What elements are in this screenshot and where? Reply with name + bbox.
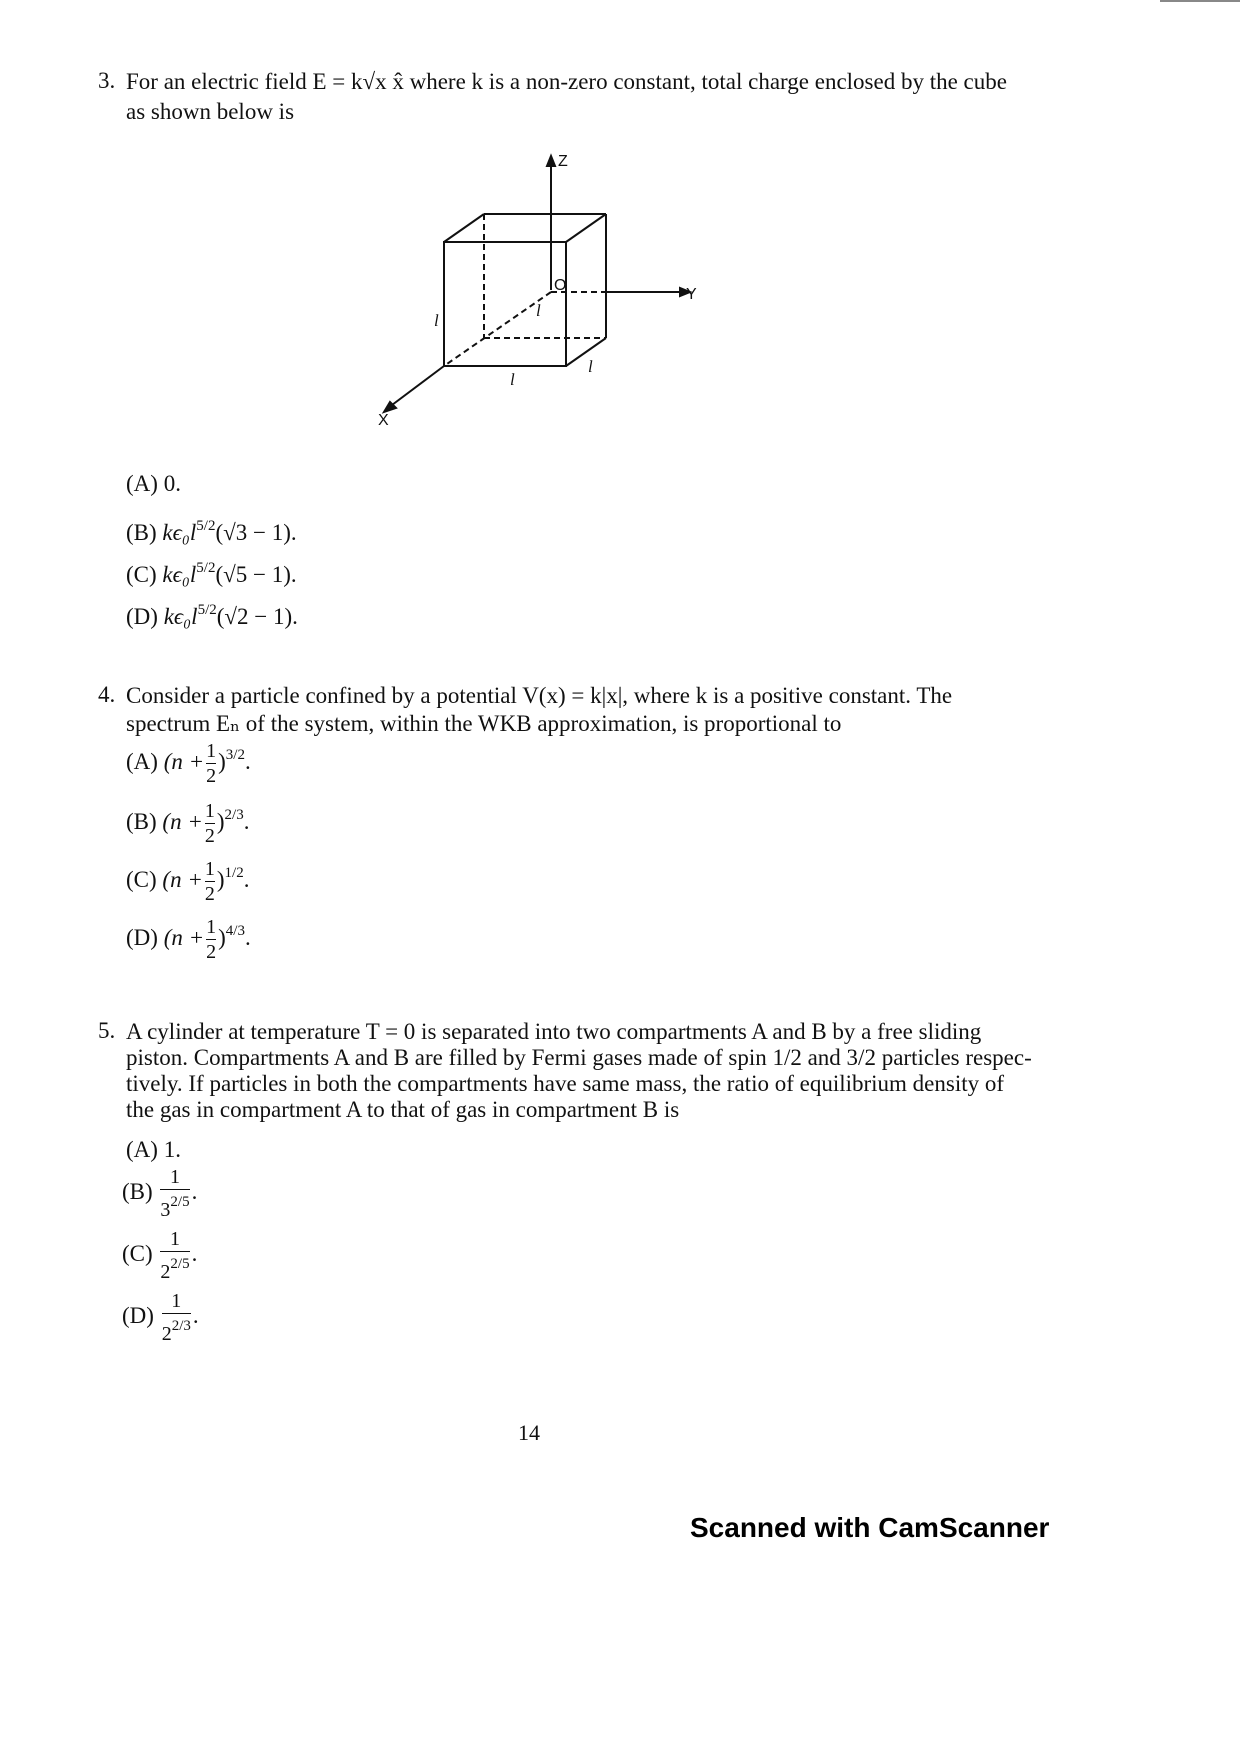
option-pre: (n + bbox=[163, 924, 205, 950]
q3-text-line2: as shown below is bbox=[126, 99, 295, 124]
q5-text-line3: tively. If particles in both the compartments have same mass, the ratio of equilibrium density of bbox=[126, 1071, 1005, 1096]
page-number: 14 bbox=[518, 1420, 540, 1445]
edge-label-left: l bbox=[434, 311, 439, 330]
option-exponent: 5/2 bbox=[196, 560, 216, 576]
fraction: $\frac{1}{2}$ bbox=[204, 858, 215, 905]
q3-text-line1: For an electric field E = k√x x̂ where k is a non-zero constant, total charge enclosed by the cube bbox=[126, 69, 1007, 94]
fraction: $\frac{1}{3^{2/5}}$ bbox=[160, 1166, 190, 1221]
z-label: Z bbox=[558, 153, 568, 170]
option-label: (A) bbox=[126, 471, 158, 496]
fraction: $\frac{1}{2}$ bbox=[204, 800, 215, 847]
option-label: (D) bbox=[126, 924, 158, 950]
q5-text-line4: the gas in compartment A to that of gas in compartment B is bbox=[126, 1097, 680, 1122]
fraction: $\frac{1}{2^{2/5}}$ bbox=[160, 1228, 190, 1283]
q4-text-line1: Consider a particle confined by a potential V(x) = k|x|, where k is a positive constant. The bbox=[126, 683, 953, 708]
option-label: (D) bbox=[122, 1302, 154, 1328]
option-text: kϵ₀l bbox=[163, 604, 198, 629]
x-label: X bbox=[378, 412, 389, 429]
x-axis-hidden bbox=[444, 292, 551, 366]
q5-option-c[interactable]: (C) $\frac{1}{2^{2/5}}$ . bbox=[122, 1228, 198, 1283]
edge-label-depth: l bbox=[536, 301, 541, 320]
option-label: (A) bbox=[126, 1137, 158, 1162]
q5-text-line1: A cylinder at temperature T = 0 is separated into two compartments A and B by a free sliding bbox=[126, 1019, 982, 1044]
cube-top-left-edge bbox=[444, 214, 484, 242]
q4-option-b[interactable]: (B) (n + $\frac{1}{2}$ )$^{2/3}$. bbox=[126, 800, 250, 847]
option-exponent: 5/2 bbox=[196, 518, 216, 534]
q3-option-d[interactable] bbox=[126, 596, 298, 631]
fraction: $\frac{1}{2}$ bbox=[206, 740, 217, 787]
option-label: (A) bbox=[126, 748, 158, 774]
cube-front-face bbox=[444, 242, 566, 366]
top-edge-rule bbox=[1160, 0, 1240, 2]
x-axis bbox=[388, 366, 444, 408]
q4-number: 4. bbox=[98, 682, 116, 707]
fraction: $\frac{1}{2^{2/3}}$ bbox=[161, 1290, 191, 1345]
option-label: (B) bbox=[126, 520, 157, 545]
option-pre: (n + bbox=[162, 808, 203, 834]
option-label: (C) bbox=[126, 866, 157, 892]
q3-number: 3. bbox=[98, 68, 116, 93]
option-label: (C) bbox=[126, 562, 157, 587]
option-text: kϵ₀l bbox=[162, 520, 197, 545]
cube-top-right-edge bbox=[566, 214, 606, 242]
q4-option-a[interactable]: (A) (n + $\frac{1}{2}$ )$^{3/2}$. bbox=[126, 740, 251, 787]
q4-text-line2: spectrum Eₙ of the system, within the WKB approximation, is proportional to bbox=[126, 711, 842, 736]
option-exponent: 3/2 bbox=[225, 746, 245, 763]
z-arrow bbox=[547, 156, 555, 166]
q4-option-d[interactable]: (D) (n + $\frac{1}{2}$ )$^{4/3}$. bbox=[126, 916, 251, 963]
q3-option-a[interactable] bbox=[126, 470, 181, 498]
edge-label-bottom: l bbox=[510, 370, 515, 389]
q5-option-a[interactable] bbox=[126, 1136, 181, 1164]
q5-option-b[interactable]: (B) $\frac{1}{3^{2/5}}$ . bbox=[122, 1166, 198, 1221]
q3-option-b[interactable] bbox=[126, 512, 297, 547]
option-text: kϵ₀l bbox=[162, 562, 197, 587]
option-text: 1. bbox=[163, 1137, 181, 1162]
option-label: (C) bbox=[122, 1240, 153, 1266]
cube-bottom-right-edge bbox=[566, 338, 606, 366]
origin-label: O bbox=[554, 277, 567, 294]
option-label: (B) bbox=[122, 1178, 153, 1204]
y-label: Y bbox=[686, 286, 697, 303]
option-label: (B) bbox=[126, 808, 157, 834]
option-exponent: 5/2 bbox=[197, 602, 217, 618]
q3-option-c[interactable] bbox=[126, 554, 297, 589]
option-exponent: 1/2 bbox=[224, 864, 244, 881]
q5-option-d[interactable]: (D) $\frac{1}{2^{2/3}}$ . bbox=[122, 1290, 199, 1345]
option-exponent: 4/3 bbox=[225, 922, 245, 939]
option-label: (D) bbox=[126, 604, 158, 629]
option-text: 0. bbox=[163, 471, 181, 496]
q5-number: 5. bbox=[98, 1018, 116, 1043]
option-pre: (n + bbox=[162, 866, 203, 892]
fraction: $\frac{1}{2}$ bbox=[206, 916, 217, 963]
q5-text-line2: piston. Compartments A and B are filled by Fermi gases made of spin 1/2 and 3/2 particles respec- bbox=[126, 1045, 1032, 1070]
option-pre: (n + bbox=[163, 748, 205, 774]
option-rest: (√3 − 1). bbox=[215, 520, 297, 545]
option-rest: (√2 − 1). bbox=[216, 604, 298, 629]
edge-label-right: l bbox=[588, 357, 593, 376]
cube-figure bbox=[370, 150, 730, 440]
option-exponent: 2/3 bbox=[224, 806, 244, 823]
q4-option-c[interactable]: (C) (n + $\frac{1}{2}$ )$^{1/2}$. bbox=[126, 858, 250, 905]
camscanner-footer: Scanned with CamScanner bbox=[690, 1512, 1050, 1543]
option-rest: (√5 − 1). bbox=[215, 562, 297, 587]
